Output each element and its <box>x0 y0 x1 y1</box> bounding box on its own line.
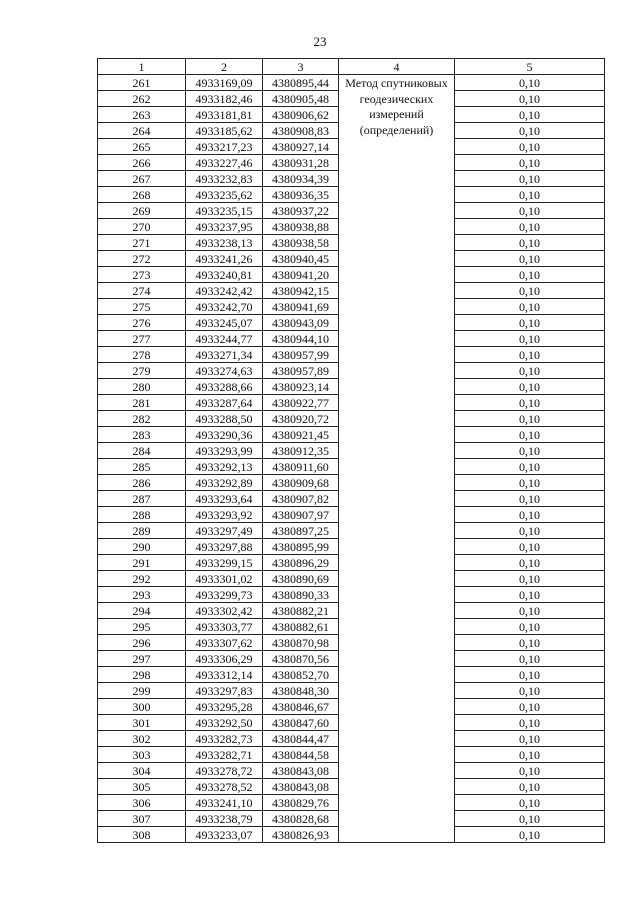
x-coordinate-cell: 4933235,15 <box>186 203 263 219</box>
x-coordinate-cell: 4933299,15 <box>186 555 263 571</box>
point-number-cell: 274 <box>98 283 186 299</box>
y-coordinate-cell: 4380852,70 <box>263 667 339 683</box>
accuracy-cell: 0,10 <box>455 715 605 731</box>
accuracy-cell: 0,10 <box>455 123 605 139</box>
x-coordinate-cell: 4933271,34 <box>186 347 263 363</box>
x-coordinate-cell: 4933244,77 <box>186 331 263 347</box>
method-line: измерений <box>369 107 424 121</box>
accuracy-cell: 0,10 <box>455 587 605 603</box>
point-number-cell: 295 <box>98 619 186 635</box>
x-coordinate-cell: 4933293,64 <box>186 491 263 507</box>
y-coordinate-cell: 4380848,30 <box>263 683 339 699</box>
accuracy-cell: 0,10 <box>455 619 605 635</box>
header-cell-method: 4 <box>339 59 455 75</box>
x-coordinate-cell: 4933297,83 <box>186 683 263 699</box>
point-number-cell: 270 <box>98 219 186 235</box>
y-coordinate-cell: 4380843,08 <box>263 779 339 795</box>
y-coordinate-cell: 4380907,97 <box>263 507 339 523</box>
accuracy-cell: 0,10 <box>455 107 605 123</box>
y-coordinate-cell: 4380890,69 <box>263 571 339 587</box>
x-coordinate-cell: 4933295,28 <box>186 699 263 715</box>
point-number-cell: 303 <box>98 747 186 763</box>
point-number-cell: 294 <box>98 603 186 619</box>
x-coordinate-cell: 4933274,63 <box>186 363 263 379</box>
x-coordinate-cell: 4933278,52 <box>186 779 263 795</box>
x-coordinate-cell: 4933182,46 <box>186 91 263 107</box>
accuracy-cell: 0,10 <box>455 699 605 715</box>
y-coordinate-cell: 4380912,35 <box>263 443 339 459</box>
y-coordinate-cell: 4380826,93 <box>263 827 339 843</box>
point-number-cell: 265 <box>98 139 186 155</box>
x-coordinate-cell: 4933299,73 <box>186 587 263 603</box>
method-cell <box>339 75 455 843</box>
x-coordinate-cell: 4933282,73 <box>186 731 263 747</box>
x-coordinate-cell: 4933301,02 <box>186 571 263 587</box>
point-number-cell: 262 <box>98 91 186 107</box>
accuracy-cell: 0,10 <box>455 331 605 347</box>
point-number-cell: 293 <box>98 587 186 603</box>
point-number-cell: 288 <box>98 507 186 523</box>
point-number-cell: 263 <box>98 107 186 123</box>
accuracy-cell: 0,10 <box>455 427 605 443</box>
x-coordinate-cell: 4933245,07 <box>186 315 263 331</box>
y-coordinate-cell: 4380942,15 <box>263 283 339 299</box>
x-coordinate-cell: 4933241,10 <box>186 795 263 811</box>
y-coordinate-cell: 4380922,77 <box>263 395 339 411</box>
y-coordinate-cell: 4380940,45 <box>263 251 339 267</box>
accuracy-cell: 0,10 <box>455 795 605 811</box>
accuracy-cell: 0,10 <box>455 235 605 251</box>
accuracy-cell: 0,10 <box>455 203 605 219</box>
y-coordinate-cell: 4380844,58 <box>263 747 339 763</box>
point-number-cell: 305 <box>98 779 186 795</box>
accuracy-cell: 0,10 <box>455 75 605 91</box>
x-coordinate-cell: 4933293,92 <box>186 507 263 523</box>
point-number-cell: 290 <box>98 539 186 555</box>
page-number: 23 <box>313 34 327 49</box>
point-number-cell: 283 <box>98 427 186 443</box>
point-number-cell: 268 <box>98 187 186 203</box>
point-number-cell: 280 <box>98 379 186 395</box>
accuracy-cell: 0,10 <box>455 363 605 379</box>
accuracy-cell: 0,10 <box>455 571 605 587</box>
accuracy-cell: 0,10 <box>455 443 605 459</box>
point-number-cell: 287 <box>98 491 186 507</box>
accuracy-cell: 0,10 <box>455 251 605 267</box>
x-coordinate-cell: 4933235,62 <box>186 187 263 203</box>
point-number-cell: 307 <box>98 811 186 827</box>
accuracy-cell: 0,10 <box>455 459 605 475</box>
y-coordinate-cell: 4380870,98 <box>263 635 339 651</box>
point-number-cell: 279 <box>98 363 186 379</box>
point-number-cell: 296 <box>98 635 186 651</box>
point-number-cell: 291 <box>98 555 186 571</box>
y-coordinate-cell: 4380944,10 <box>263 331 339 347</box>
accuracy-cell: 0,10 <box>455 539 605 555</box>
y-coordinate-cell: 4380847,60 <box>263 715 339 731</box>
x-coordinate-cell: 4933242,70 <box>186 299 263 315</box>
y-coordinate-cell: 4380870,56 <box>263 651 339 667</box>
accuracy-cell: 0,10 <box>455 187 605 203</box>
y-coordinate-cell: 4380906,62 <box>263 107 339 123</box>
point-number-cell: 299 <box>98 683 186 699</box>
x-coordinate-cell: 4933306,29 <box>186 651 263 667</box>
y-coordinate-cell: 4380934,39 <box>263 171 339 187</box>
x-coordinate-cell: 4933312,14 <box>186 667 263 683</box>
accuracy-cell: 0,10 <box>455 283 605 299</box>
x-coordinate-cell: 4933185,62 <box>186 123 263 139</box>
point-number-cell: 282 <box>98 411 186 427</box>
x-coordinate-cell: 4933288,50 <box>186 411 263 427</box>
point-number-cell: 272 <box>98 251 186 267</box>
point-number-cell: 266 <box>98 155 186 171</box>
method-line: геодезических <box>359 91 434 106</box>
x-coordinate-cell: 4933288,66 <box>186 379 263 395</box>
x-coordinate-cell: 4933169,09 <box>186 75 263 91</box>
x-coordinate-cell: 4933232,83 <box>186 171 263 187</box>
y-coordinate-cell: 4380896,29 <box>263 555 339 571</box>
point-number-cell: 300 <box>98 699 186 715</box>
y-coordinate-cell: 4380920,72 <box>263 411 339 427</box>
accuracy-cell: 0,10 <box>455 747 605 763</box>
accuracy-cell: 0,10 <box>455 171 605 187</box>
point-number-cell: 276 <box>98 315 186 331</box>
accuracy-cell: 0,10 <box>455 603 605 619</box>
y-coordinate-cell: 4380931,28 <box>263 155 339 171</box>
accuracy-cell: 0,10 <box>455 763 605 779</box>
point-number-cell: 289 <box>98 523 186 539</box>
point-number-cell: 281 <box>98 395 186 411</box>
point-number-cell: 286 <box>98 475 186 491</box>
point-number-cell: 271 <box>98 235 186 251</box>
x-coordinate-cell: 4933240,81 <box>186 267 263 283</box>
point-number-cell: 273 <box>98 267 186 283</box>
y-coordinate-cell: 4380846,67 <box>263 699 339 715</box>
point-number-cell: 306 <box>98 795 186 811</box>
y-coordinate-cell: 4380927,14 <box>263 139 339 155</box>
y-coordinate-cell: 4380938,88 <box>263 219 339 235</box>
point-number-cell: 292 <box>98 571 186 587</box>
y-coordinate-cell: 4380890,33 <box>263 587 339 603</box>
y-coordinate-cell: 4380844,47 <box>263 731 339 747</box>
point-number-cell: 308 <box>98 827 186 843</box>
coordinates-table <box>97 58 605 843</box>
x-coordinate-cell: 4933238,79 <box>186 811 263 827</box>
point-number-cell: 302 <box>98 731 186 747</box>
header-cell-accuracy: 5 <box>455 59 605 75</box>
accuracy-cell: 0,10 <box>455 155 605 171</box>
point-number-cell: 267 <box>98 171 186 187</box>
x-coordinate-cell: 4933292,13 <box>186 459 263 475</box>
accuracy-cell: 0,10 <box>455 827 605 843</box>
accuracy-cell: 0,10 <box>455 651 605 667</box>
x-coordinate-cell: 4933287,64 <box>186 395 263 411</box>
x-coordinate-cell: 4933292,50 <box>186 715 263 731</box>
point-number-cell: 275 <box>98 299 186 315</box>
y-coordinate-cell: 4380829,76 <box>263 795 339 811</box>
y-coordinate-cell: 4380923,14 <box>263 379 339 395</box>
point-number-cell: 278 <box>98 347 186 363</box>
table-row <box>98 75 605 91</box>
x-coordinate-cell: 4933290,36 <box>186 427 263 443</box>
accuracy-cell: 0,10 <box>455 731 605 747</box>
x-coordinate-cell: 4933292,89 <box>186 475 263 491</box>
y-coordinate-cell: 4380882,61 <box>263 619 339 635</box>
y-coordinate-cell: 4380895,44 <box>263 75 339 91</box>
header-row <box>98 59 605 75</box>
x-coordinate-cell: 4933307,62 <box>186 635 263 651</box>
accuracy-cell: 0,10 <box>455 91 605 107</box>
accuracy-cell: 0,10 <box>455 267 605 283</box>
point-number-cell: 297 <box>98 651 186 667</box>
point-number-cell: 284 <box>98 443 186 459</box>
y-coordinate-cell: 4380895,99 <box>263 539 339 555</box>
header-cell-y: 3 <box>263 59 339 75</box>
header-cell-x: 2 <box>186 59 263 75</box>
accuracy-cell: 0,10 <box>455 411 605 427</box>
point-number-cell: 277 <box>98 331 186 347</box>
y-coordinate-cell: 4380907,82 <box>263 491 339 507</box>
y-coordinate-cell: 4380905,48 <box>263 91 339 107</box>
accuracy-cell: 0,10 <box>455 507 605 523</box>
x-coordinate-cell: 4933293,99 <box>186 443 263 459</box>
header-cell-point: 1 <box>98 59 186 75</box>
y-coordinate-cell: 4380843,08 <box>263 763 339 779</box>
accuracy-cell: 0,10 <box>455 475 605 491</box>
y-coordinate-cell: 4380909,68 <box>263 475 339 491</box>
point-number-cell: 298 <box>98 667 186 683</box>
accuracy-cell: 0,10 <box>455 667 605 683</box>
y-coordinate-cell: 4380911,60 <box>263 459 339 475</box>
y-coordinate-cell: 4380908,83 <box>263 123 339 139</box>
accuracy-cell: 0,10 <box>455 779 605 795</box>
point-number-cell: 285 <box>98 459 186 475</box>
y-coordinate-cell: 4380943,09 <box>263 315 339 331</box>
y-coordinate-cell: 4380938,58 <box>263 235 339 251</box>
y-coordinate-cell: 4380882,21 <box>263 603 339 619</box>
y-coordinate-cell: 4380957,99 <box>263 347 339 363</box>
x-coordinate-cell: 4933233,07 <box>186 827 263 843</box>
accuracy-cell: 0,10 <box>455 379 605 395</box>
x-coordinate-cell: 4933217,23 <box>186 139 263 155</box>
method-line: Метод спутниковых <box>345 76 448 90</box>
point-number-cell: 304 <box>98 763 186 779</box>
x-coordinate-cell: 4933278,72 <box>186 763 263 779</box>
accuracy-cell: 0,10 <box>455 299 605 315</box>
x-coordinate-cell: 4933297,88 <box>186 539 263 555</box>
accuracy-cell: 0,10 <box>455 491 605 507</box>
accuracy-cell: 0,10 <box>455 395 605 411</box>
point-number-cell: 269 <box>98 203 186 219</box>
x-coordinate-cell: 4933302,42 <box>186 603 263 619</box>
y-coordinate-cell: 4380941,20 <box>263 267 339 283</box>
y-coordinate-cell: 4380921,45 <box>263 427 339 443</box>
x-coordinate-cell: 4933237,95 <box>186 219 263 235</box>
point-number-cell: 301 <box>98 715 186 731</box>
y-coordinate-cell: 4380941,69 <box>263 299 339 315</box>
table-body <box>98 75 605 843</box>
accuracy-cell: 0,10 <box>455 555 605 571</box>
x-coordinate-cell: 4933303,77 <box>186 619 263 635</box>
accuracy-cell: 0,10 <box>455 523 605 539</box>
x-coordinate-cell: 4933227,46 <box>186 155 263 171</box>
x-coordinate-cell: 4933282,71 <box>186 747 263 763</box>
x-coordinate-cell: 4933238,13 <box>186 235 263 251</box>
point-number-cell: 261 <box>98 75 186 91</box>
x-coordinate-cell: 4933242,42 <box>186 283 263 299</box>
accuracy-cell: 0,10 <box>455 219 605 235</box>
y-coordinate-cell: 4380936,35 <box>263 187 339 203</box>
accuracy-cell: 0,10 <box>455 139 605 155</box>
accuracy-cell: 0,10 <box>455 315 605 331</box>
x-coordinate-cell: 4933181,81 <box>186 107 263 123</box>
method-line: (определений) <box>359 122 434 137</box>
y-coordinate-cell: 4380937,22 <box>263 203 339 219</box>
point-number-cell: 264 <box>98 123 186 139</box>
accuracy-cell: 0,10 <box>455 635 605 651</box>
x-coordinate-cell: 4933241,26 <box>186 251 263 267</box>
accuracy-cell: 0,10 <box>455 683 605 699</box>
y-coordinate-cell: 4380897,25 <box>263 523 339 539</box>
y-coordinate-cell: 4380957,89 <box>263 363 339 379</box>
accuracy-cell: 0,10 <box>455 811 605 827</box>
accuracy-cell: 0,10 <box>455 347 605 363</box>
y-coordinate-cell: 4380828,68 <box>263 811 339 827</box>
x-coordinate-cell: 4933297,49 <box>186 523 263 539</box>
